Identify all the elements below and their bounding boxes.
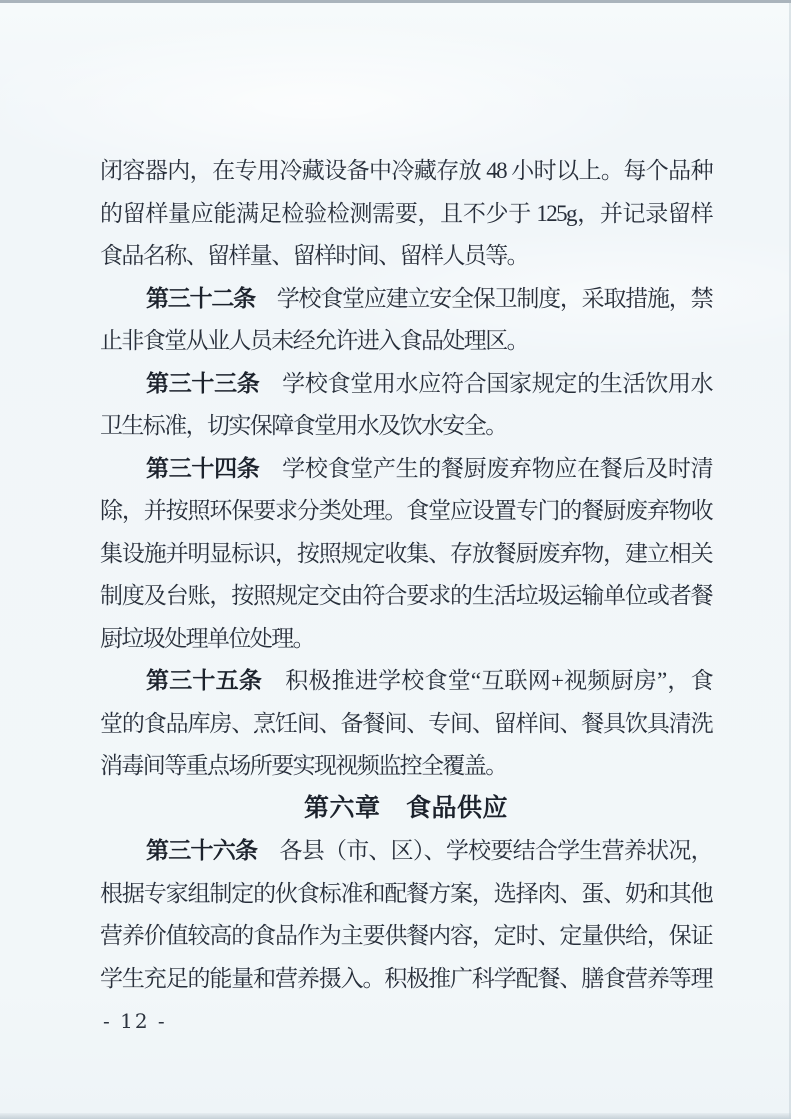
scan-edge-bottom xyxy=(0,1113,791,1119)
text-run: 营养价值较高的食品作为主要供餐内容，定时、定量供给，保证 xyxy=(100,923,712,948)
article-number: 第三十四条 xyxy=(146,455,260,481)
article-number: 第三十五条 xyxy=(146,668,263,693)
text-line xyxy=(100,745,712,788)
text-line xyxy=(100,703,712,746)
text-line xyxy=(100,320,712,363)
text-run: 制度及台账，按照规定交由符合要求的生活垃圾运输单位或者餐 xyxy=(100,583,712,608)
document-body xyxy=(100,150,712,1000)
text-line xyxy=(100,660,712,703)
text-line xyxy=(100,150,712,193)
text-run: 学校食堂产生的餐厨废弃物应在餐后及时清 xyxy=(259,455,712,481)
text-line xyxy=(100,235,712,278)
text-line xyxy=(100,533,712,576)
text-run: 堂的食品库房、烹饪间、备餐间、专间、留样间、餐具饮具清洗 xyxy=(100,710,712,736)
text-run: 积极推进学校食堂“互联网+视频厨房”，食 xyxy=(262,668,712,693)
text-run: 除，并按照环保要求分类处理。食堂应设置专门的餐厨废弃物收 xyxy=(100,498,712,523)
text-line xyxy=(100,193,712,236)
text-line xyxy=(100,618,712,661)
text-run: 学生充足的能量和营养摄入。积极推广科学配餐、膳食营养等理 xyxy=(100,965,712,991)
text-run: 各县（市、区）、学校要结合学生营养状况， xyxy=(257,838,712,863)
text-run: 食品名称、留样量、留样时间、留样人员等。 xyxy=(100,243,529,268)
text-run: 闭容器内，在专用冷藏设备中冷藏存放 48 小时以上。每个品种 xyxy=(100,158,712,183)
text-run: 的留样量应能满足检验检测需要，且不少于 125g，并记录留样 xyxy=(100,200,712,226)
text-run: 集设施并明显标识，按照规定收集、存放餐厨废弃物，建立相关 xyxy=(100,540,712,566)
text-line xyxy=(100,405,712,448)
text-run: 消毒间等重点场所要实现视频监控全覆盖。 xyxy=(100,753,507,778)
text-run: 根据专家组制定的伙食标准和配餐方案，选择肉、蛋、奶和其他 xyxy=(100,880,712,906)
text-line xyxy=(100,958,712,1001)
page-number: - 12 - xyxy=(103,1009,167,1033)
article-number: 第三十二条 xyxy=(146,285,255,311)
text-run: 止非食堂从业人员未经允许进入食品处理区。 xyxy=(100,328,529,353)
text-line xyxy=(100,575,712,618)
text-run: 学校食堂应建立安全保卫制度，采取措施，禁 xyxy=(254,285,712,311)
text-line xyxy=(100,278,712,321)
text-line xyxy=(100,830,712,873)
text-run: 厨垃圾处理单位处理。 xyxy=(100,625,315,651)
text-line xyxy=(100,915,712,958)
text-line xyxy=(100,873,712,916)
article-number: 第三十三条 xyxy=(146,370,260,396)
text-line xyxy=(100,363,712,406)
article-number: 第三十六条 xyxy=(146,838,258,863)
text-run: 卫生标准，切实保障食堂用水及饮水安全。 xyxy=(100,413,507,438)
text-line xyxy=(100,490,712,533)
text-line xyxy=(100,448,712,491)
chapter-6-heading: 第六章 食品供应 xyxy=(303,794,508,822)
text-run: 学校食堂用水应符合国家规定的生活饮用水 xyxy=(259,370,712,396)
